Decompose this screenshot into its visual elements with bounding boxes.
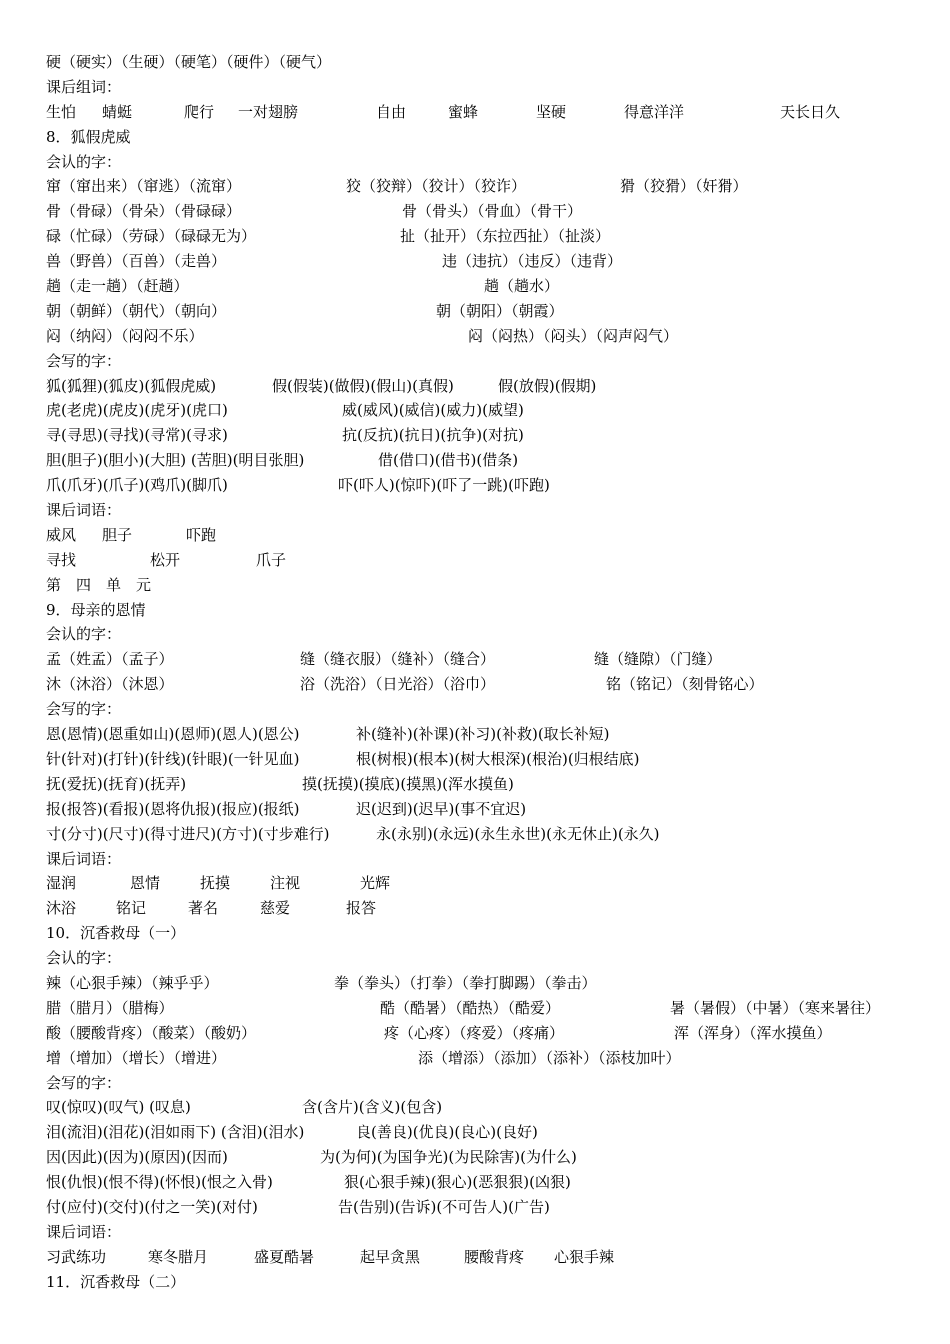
word-list-line <box>46 896 926 921</box>
text-segment: 付(应付)(交付)(付之一笑)(对付) <box>46 1197 258 1216</box>
section-heading <box>46 622 926 647</box>
entry-line <box>46 672 926 697</box>
text-segment: 会认的字： <box>46 625 122 644</box>
text-segment: 9．母亲的恩情 <box>46 600 146 619</box>
text-segment: 酸（腰酸背疼）（酸菜）（酸奶） <box>46 1023 257 1042</box>
section-heading <box>46 697 926 722</box>
text-segment: 针(针对)(打针)(针线)(针眼)(一针见血) <box>46 749 300 768</box>
entry-line <box>46 772 926 797</box>
text-segment: 窜（窜出来）（窜逃）（流窜） <box>46 177 242 196</box>
text-segment: 叹(惊叹)(叹气) (叹息) <box>46 1098 191 1117</box>
vocab-word: 一对翅膀 <box>238 102 299 121</box>
text-segment: 狡（狡辩）（狡计）（狡诈） <box>346 177 527 196</box>
text-segment: 酷（酷暑）（酷热）（酷爱） <box>380 998 561 1017</box>
entry-line <box>46 448 926 473</box>
text-segment: 浴（洗浴）（日光浴）（浴巾） <box>300 675 496 694</box>
word-list-line <box>46 100 926 125</box>
text-segment: 虎(老虎)(虎皮)(虎牙)(虎口) <box>46 401 228 420</box>
entry-line <box>46 722 926 747</box>
vocab-word: 报答 <box>346 899 377 918</box>
text-segment: 闷（闷热）（闷头）（闷声闷气） <box>468 326 679 345</box>
entry-line <box>46 199 926 224</box>
text-segment: 浑（浑身）（浑水摸鱼） <box>674 1023 832 1042</box>
text-segment: 第 四 单 元 <box>46 575 152 594</box>
vocab-word: 松开 <box>150 550 181 569</box>
section-heading <box>46 921 926 946</box>
text-segment: 孟（姓孟）（孟子） <box>46 650 174 669</box>
entry-line <box>46 1145 926 1170</box>
vocab-word: 光辉 <box>360 874 391 893</box>
vocab-word: 铭记 <box>116 899 147 918</box>
vocab-word: 蜻蜓 <box>102 102 133 121</box>
text-segment: 摸(抚摸)(摸底)(摸黑)(浑水摸鱼) <box>302 774 514 793</box>
entry-line <box>46 1195 926 1220</box>
text-segment: 课后词语： <box>46 849 122 868</box>
section-heading <box>46 946 926 971</box>
text-segment: 10．沉香救母（一） <box>46 924 186 943</box>
text-segment: 骨（骨头）（骨血）（骨干） <box>402 202 583 221</box>
vocab-word: 著名 <box>188 899 219 918</box>
text-segment: 碌（忙碌）（劳碌）（碌碌无为） <box>46 227 257 246</box>
text-segment: 腊（腊月）（腊梅） <box>46 998 174 1017</box>
entry-line <box>46 1046 926 1071</box>
vocab-word: 爬行 <box>184 102 215 121</box>
section-heading <box>46 1270 926 1295</box>
text-segment: 狠(心狠手辣)(狠心)(恶狠狠)(凶狠) <box>344 1173 571 1192</box>
vocab-word: 沐浴 <box>46 899 77 918</box>
text-segment: 会认的字： <box>46 949 122 968</box>
text-segment: 会认的字： <box>46 152 122 171</box>
vocab-word: 盛夏酷暑 <box>254 1247 315 1266</box>
text-segment: 含(含片)(含义)(包含) <box>302 1098 443 1117</box>
vocab-word: 腰酸背疼 <box>464 1247 525 1266</box>
text-segment: 永(永别)(永远)(永生永世)(永无休止)(永久) <box>376 824 660 843</box>
text-segment: 兽（野兽）（百兽）（走兽） <box>46 252 227 271</box>
text-segment: 猾（狡猾）（奸猾） <box>620 177 748 196</box>
entry-line <box>46 398 926 423</box>
text-segment: 缝（缝隙）（门缝） <box>594 650 722 669</box>
text-segment: 硬（硬实）（生硬）（硬笔）（硬件）（硬气） <box>46 53 332 71</box>
text-segment: 恩(恩情)(恩重如山)(恩师)(恩人)(恩公) <box>46 725 300 744</box>
entry-line <box>46 50 926 75</box>
section-heading <box>46 573 926 598</box>
document-page <box>46 50 926 1295</box>
text-segment: 借(借口)(借书)(借条) <box>378 451 519 470</box>
vocab-word: 生怕 <box>46 102 77 121</box>
vocab-word: 自由 <box>376 102 407 121</box>
entry-line <box>46 473 926 498</box>
text-segment: 恨(仇恨)(恨不得)(怀恨)(恨之入骨) <box>46 1173 273 1192</box>
section-heading <box>46 847 926 872</box>
vocab-word: 起早贪黑 <box>360 1247 421 1266</box>
text-segment: 良(善良)(优良)(良心)(良好) <box>356 1123 538 1142</box>
text-segment: 泪(流泪)(泪花)(泪如雨下) (含泪)(泪水) <box>46 1123 305 1142</box>
entry-line <box>46 822 926 847</box>
text-segment: 迟(迟到)(迟早)(事不宜迟) <box>356 799 527 818</box>
word-list-line <box>46 523 926 548</box>
text-segment: 违（违抗）（违反）（违背） <box>442 252 623 271</box>
text-segment: 朝（朝阳）（朝霞） <box>436 301 564 320</box>
text-segment: 闷（纳闷）（闷闷不乐） <box>46 326 204 345</box>
text-segment: 8．狐假虎威 <box>46 127 131 146</box>
text-segment: 胆(胆子)(胆小)(大胆) (苦胆)(明目张胆) <box>46 451 305 470</box>
text-segment: 抚(爱抚)(抚育)(抚弄) <box>46 774 187 793</box>
entry-line <box>46 1120 926 1145</box>
vocab-word: 坚硬 <box>536 102 567 121</box>
text-segment: 扯（扯开）（东拉西扯）（扯淡） <box>400 227 611 246</box>
text-segment: 缝（缝衣服）（缝补）（缝合） <box>300 650 496 669</box>
vocab-word: 寒冬腊月 <box>148 1247 209 1266</box>
section-heading <box>46 75 926 100</box>
vocab-word: 胆子 <box>102 525 133 544</box>
text-segment: 趟（趟水） <box>484 277 560 296</box>
vocab-word: 威风 <box>46 525 77 544</box>
text-segment: 疼（心疼）（疼爱）（疼痛） <box>384 1023 565 1042</box>
text-segment: 沐（沐浴）（沐恩） <box>46 675 174 694</box>
vocab-word: 蜜蜂 <box>448 102 479 121</box>
text-segment: 补(缝补)(补课)(补习)(补救)(取长补短) <box>356 725 610 744</box>
text-segment: 假(假装)(做假)(假山)(真假) <box>272 376 454 395</box>
text-segment: 课后词语： <box>46 501 122 520</box>
text-segment: 趟（走一趟）（赶趟） <box>46 277 189 296</box>
text-segment: 抗(反抗)(抗日)(抗争)(对抗) <box>342 426 524 445</box>
text-segment: 暑（暑假）（中暑）（寒来暑往） <box>670 998 881 1017</box>
entry-line <box>46 324 926 349</box>
section-heading <box>46 1071 926 1096</box>
entry-line <box>46 996 926 1021</box>
entry-line <box>46 797 926 822</box>
text-segment: 寸(分寸)(尺寸)(得寸进尺)(方寸)(寸步难行) <box>46 824 330 843</box>
vocab-word: 湿润 <box>46 874 77 893</box>
text-segment: 狐(狐狸)(狐皮)(狐假虎威) <box>46 376 217 395</box>
text-segment: 添（增添）（添加）（添补）（添枝加叶） <box>418 1048 681 1067</box>
vocab-word: 习武练功 <box>46 1247 107 1266</box>
vocab-word: 抚摸 <box>200 874 231 893</box>
text-segment: 爪(爪牙)(爪子)(鸡爪)(脚爪) <box>46 476 228 495</box>
text-segment: 课后词语： <box>46 1222 122 1241</box>
word-list-line <box>46 1245 926 1270</box>
text-segment: 假(放假)(假期) <box>498 376 597 395</box>
text-segment: 报(报答)(看报)(恩将仇报)(报应)(报纸) <box>46 799 300 818</box>
vocab-word: 慈爱 <box>260 899 291 918</box>
text-segment: 会写的字： <box>46 700 122 719</box>
text-segment: 课后组词： <box>46 77 122 96</box>
word-list-line <box>46 871 926 896</box>
text-segment: 朝（朝鲜）（朝代）（朝向） <box>46 301 227 320</box>
text-segment: 会写的字： <box>46 351 122 370</box>
entry-line <box>46 747 926 772</box>
section-heading <box>46 150 926 175</box>
section-heading <box>46 349 926 374</box>
section-heading <box>46 598 926 623</box>
entry-line <box>46 971 926 996</box>
text-segment: 铭（铭记）（刻骨铭心） <box>606 675 764 694</box>
entry-line <box>46 249 926 274</box>
text-segment: 增（增加）（增长）（增进） <box>46 1048 227 1067</box>
vocab-word: 得意洋洋 <box>624 102 685 121</box>
word-list-line <box>46 548 926 573</box>
vocab-word: 爪子 <box>256 550 287 569</box>
text-segment: 威(威风)(威信)(威力)(威望) <box>342 401 524 420</box>
text-segment: 因(因此)(因为)(原因)(因而) <box>46 1148 228 1167</box>
entry-line <box>46 299 926 324</box>
text-segment: 告(告别)(告诉)(不可告人)(广告) <box>338 1197 550 1216</box>
entry-line <box>46 174 926 199</box>
entry-line <box>46 1095 926 1120</box>
text-segment: 为(为何)(为国争光)(为民除害)(为什么) <box>320 1148 577 1167</box>
text-segment: 吓(吓人)(惊吓)(吓了一跳)(吓跑) <box>338 476 550 495</box>
entry-line <box>46 224 926 249</box>
vocab-word: 天长日久 <box>780 102 841 121</box>
vocab-word: 吓跑 <box>186 525 217 544</box>
entry-line <box>46 274 926 299</box>
section-heading <box>46 1220 926 1245</box>
text-segment: 拳（拳头）（打拳）（拳打脚踢）（拳击） <box>334 973 597 992</box>
text-segment: 寻(寻思)(寻找)(寻常)(寻求) <box>46 426 228 445</box>
entry-line <box>46 647 926 672</box>
text-segment: 根(树根)(根本)(树大根深)(根治)(归根结底) <box>356 749 640 768</box>
entry-line <box>46 1021 926 1046</box>
section-heading <box>46 125 926 150</box>
section-heading <box>46 498 926 523</box>
vocab-word: 恩情 <box>130 874 161 893</box>
entry-line <box>46 423 926 448</box>
text-segment: 11．沉香救母（二） <box>46 1272 186 1291</box>
entry-line <box>46 1170 926 1195</box>
entry-line <box>46 374 926 399</box>
text-segment: 骨（骨碌）（骨朵）（骨碌碌） <box>46 202 242 221</box>
vocab-word: 寻找 <box>46 550 77 569</box>
vocab-word: 心狠手辣 <box>554 1247 615 1266</box>
text-segment: 辣（心狠手辣）（辣乎乎） <box>46 973 219 992</box>
vocab-word: 注视 <box>270 874 301 893</box>
text-segment: 会写的字： <box>46 1073 122 1092</box>
